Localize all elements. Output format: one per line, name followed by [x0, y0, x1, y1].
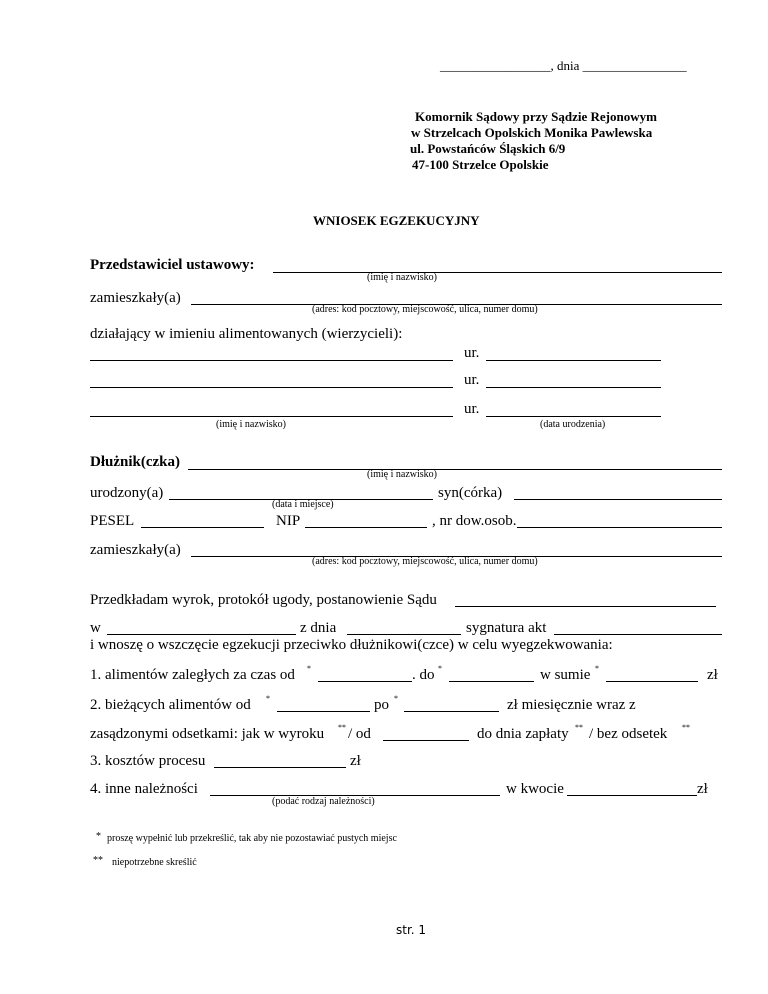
item3-amount-field[interactable] — [214, 767, 346, 768]
item1-sum-label: w sumie — [540, 667, 591, 683]
creditor-2-born-label: ur. — [464, 372, 480, 388]
w-label: w — [90, 620, 101, 636]
item2-star-2: * — [394, 694, 398, 703]
footnote-dstar-symbol: ** — [93, 855, 103, 866]
addressee-line-1: Komornik Sądowy przy Sądzie Rejonowym — [415, 109, 657, 124]
creditor-birth-hint: (data urodzenia) — [540, 419, 606, 430]
creditor-1-name-field[interactable] — [90, 360, 453, 361]
footnote-star-text: proszę wypełnić lub przekreślić, tak aby nie pozostawiać pustych miejsc — [107, 833, 397, 844]
item1-star-3: * — [595, 664, 599, 673]
item4-hint: (podać rodzaj należności) — [272, 796, 375, 807]
addressee-line-3: ul. Powstańców Śląskich 6/9 — [410, 141, 566, 156]
debtor-name-hint: (imię i nazwisko) — [367, 469, 437, 480]
item1-currency: zł — [707, 667, 718, 683]
item1-star-2: * — [438, 664, 442, 673]
debtor-pesel-label: PESEL — [90, 513, 135, 529]
representative-address-label: zamieszkały(a) — [90, 290, 181, 306]
debtor-born-label: urodzony(a) — [90, 485, 164, 501]
item1-to-label: . do — [412, 667, 435, 683]
place-date-line: _________________, dnia ________________ — [440, 58, 687, 73]
page-number: str. 1 — [396, 923, 427, 937]
item4-currency: zł — [697, 781, 708, 797]
interest-dstar-2: ** — [575, 723, 583, 732]
item2-star-1: * — [266, 694, 270, 703]
representative-name-field[interactable] — [273, 272, 722, 273]
creditor-1-born-label: ur. — [464, 345, 480, 361]
item1-star-1: * — [307, 664, 311, 673]
item1-label: 1. alimentów zaległych za czas od — [90, 667, 295, 683]
item1-sum-field[interactable] — [606, 681, 698, 682]
representative-name-hint: (imię i nazwisko) — [367, 272, 437, 283]
item2-amount-field[interactable] — [404, 711, 499, 712]
creditor-2-name-field[interactable] — [90, 387, 453, 388]
document-title: WNIOSEK EGZEKUCYJNY — [313, 213, 480, 228]
item3-currency: zł — [350, 753, 361, 769]
interest-from-field[interactable] — [383, 740, 469, 741]
debtor-address-label: zamieszkały(a) — [90, 542, 181, 558]
footnote-dstar-text: niepotrzebne skreślić — [112, 857, 197, 868]
present-text: Przedkładam wyrok, protokół ugody, postanowienie Sądu — [90, 592, 437, 608]
debtor-born-hint: (data i miejsce) — [272, 499, 334, 510]
interest-from-label: / od — [348, 726, 371, 742]
debtor-son-field[interactable] — [514, 499, 722, 500]
interest-none-label: / bez odsetek — [589, 726, 668, 742]
from-date-field[interactable] — [347, 634, 461, 635]
debtor-name-field[interactable] — [188, 469, 722, 470]
debtor-nip-field[interactable] — [305, 527, 427, 528]
item1-to-field[interactable] — [449, 681, 534, 682]
creditor-3-birth-field[interactable] — [486, 416, 661, 417]
item4-amount-label: w kwocie — [506, 781, 564, 797]
interest-label: zasądzonymi odsetkami: jak w wyroku — [90, 726, 325, 742]
item1-from-field[interactable] — [318, 681, 412, 682]
item2-suffix: zł miesięcznie wraz z — [507, 697, 636, 713]
from-date-label: z dnia — [300, 620, 337, 636]
item3-label: 3. kosztów procesu — [90, 753, 206, 769]
court-field[interactable] — [107, 634, 296, 635]
creditor-name-hint: (imię i nazwisko) — [216, 419, 286, 430]
item2-from-field[interactable] — [277, 711, 370, 712]
debtor-id-label: , nr dow.osob. — [432, 513, 517, 529]
item4-amount-field[interactable] — [567, 795, 697, 796]
interest-dstar-1: ** — [338, 723, 346, 732]
interest-until-label: do dnia zapłaty — [477, 726, 569, 742]
request-text: i wnoszę o wszczęcie egzekucji przeciwko dłużnikowi(czce) w celu wyegzekwowania: — [90, 637, 613, 653]
debtor-pesel-field[interactable] — [141, 527, 264, 528]
creditor-1-birth-field[interactable] — [486, 360, 661, 361]
creditor-3-name-field[interactable] — [90, 416, 453, 417]
addressee-line-2: w Strzelcach Opolskich Monika Pawlewska — [411, 125, 653, 140]
item2-label: 2. bieżących alimentów od — [90, 697, 251, 713]
creditor-3-born-label: ur. — [464, 401, 480, 417]
interest-dstar-3: ** — [682, 723, 690, 732]
debtor-id-field[interactable] — [517, 527, 722, 528]
debtor-nip-label: NIP — [276, 513, 301, 529]
debtor-address-hint: (adres: kod pocztowy, miejscowość, ulica, numer domu) — [312, 556, 538, 567]
creditor-2-birth-field[interactable] — [486, 387, 661, 388]
present-field[interactable] — [455, 606, 716, 607]
item4-label: 4. inne należności — [90, 781, 198, 797]
addressee-line-4: 47-100 Strzelce Opolskie — [412, 157, 549, 172]
debtor-label: Dłużnik(czka) — [90, 454, 180, 470]
case-number-field[interactable] — [554, 634, 722, 635]
representative-address-hint: (adres: kod pocztowy, miejscowość, ulica, numer domu) — [312, 304, 538, 315]
item2-po-label: po — [374, 697, 389, 713]
case-number-label: sygnatura akt — [466, 620, 547, 636]
debtor-son-label: syn(córka) — [438, 485, 503, 501]
representative-label: Przedstawiciel ustawowy: — [90, 257, 255, 273]
acting-text: działający w imieniu alimentowanych (wierzycieli): — [90, 326, 403, 342]
footnote-star-symbol: * — [96, 831, 101, 842]
